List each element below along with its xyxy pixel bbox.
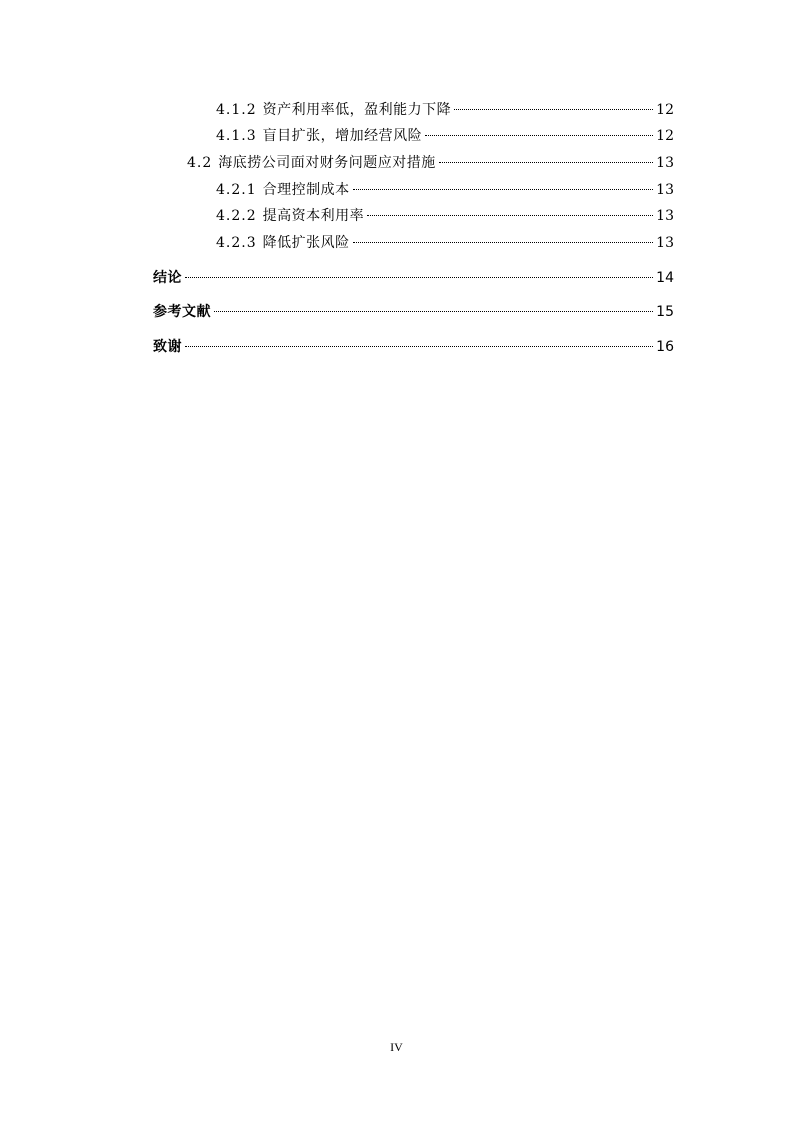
toc-entry-number: 4.1.2 <box>216 102 257 118</box>
toc-dot-leader <box>185 277 653 278</box>
toc-entry-title: 参考文献 <box>153 304 211 320</box>
page-number: IV <box>390 1040 403 1054</box>
toc-entry-4-2[interactable] <box>187 152 674 174</box>
toc-entry-4-2-3[interactable] <box>216 232 674 254</box>
toc-dot-leader <box>353 189 654 190</box>
toc-dot-leader <box>214 311 653 312</box>
toc-dot-leader <box>367 215 653 216</box>
toc-entry-page: 14 <box>656 270 674 286</box>
toc-entry-title: 海底捞公司面对财务问题应对措施 <box>218 155 436 171</box>
toc-entry-page: 16 <box>656 339 674 355</box>
toc-entry-page: 13 <box>656 208 674 224</box>
toc-entry-4-1-3[interactable] <box>216 125 674 147</box>
toc-entry-number: 4.2.3 <box>216 235 257 251</box>
toc-dot-leader <box>353 242 654 243</box>
toc-dot-leader <box>454 109 653 110</box>
toc-entry-title: 降低扩张风险 <box>262 235 350 251</box>
toc-entry-title: 致谢 <box>153 339 182 355</box>
toc-entry-number: 4.2.1 <box>216 182 257 198</box>
toc-dot-leader <box>439 162 653 163</box>
toc-entry-number: 4.2.2 <box>216 208 257 224</box>
toc-entry-page: 13 <box>656 235 674 251</box>
toc-entry-page: 15 <box>656 304 674 320</box>
toc-entry-page: 13 <box>656 182 674 198</box>
toc-entry-title: 盲目扩张，增加经营风险 <box>262 128 423 144</box>
toc-entry-number: 4.2 <box>187 155 213 171</box>
toc-entry-references[interactable] <box>153 301 674 323</box>
toc-entry-title: 提高资本利用率 <box>262 208 365 224</box>
toc-entry-number: 4.1.3 <box>216 128 257 144</box>
toc-entry-title: 资产利用率低，盈利能力下降 <box>262 102 452 118</box>
toc-entry-page: 12 <box>656 102 674 118</box>
toc-entry-conclusion[interactable] <box>153 267 674 289</box>
toc-entry-page: 12 <box>656 128 674 144</box>
toc-entry-title: 结论 <box>153 270 182 286</box>
toc-entry-4-1-2[interactable] <box>216 99 674 121</box>
toc-entry-acknowledgements[interactable] <box>153 336 674 358</box>
toc-entry-4-2-2[interactable] <box>216 205 674 227</box>
toc-entry-4-2-1[interactable] <box>216 179 674 201</box>
toc-entry-page: 13 <box>656 155 674 171</box>
toc-dot-leader <box>425 135 653 136</box>
toc-entry-title: 合理控制成本 <box>262 182 350 198</box>
toc-dot-leader <box>185 346 653 347</box>
